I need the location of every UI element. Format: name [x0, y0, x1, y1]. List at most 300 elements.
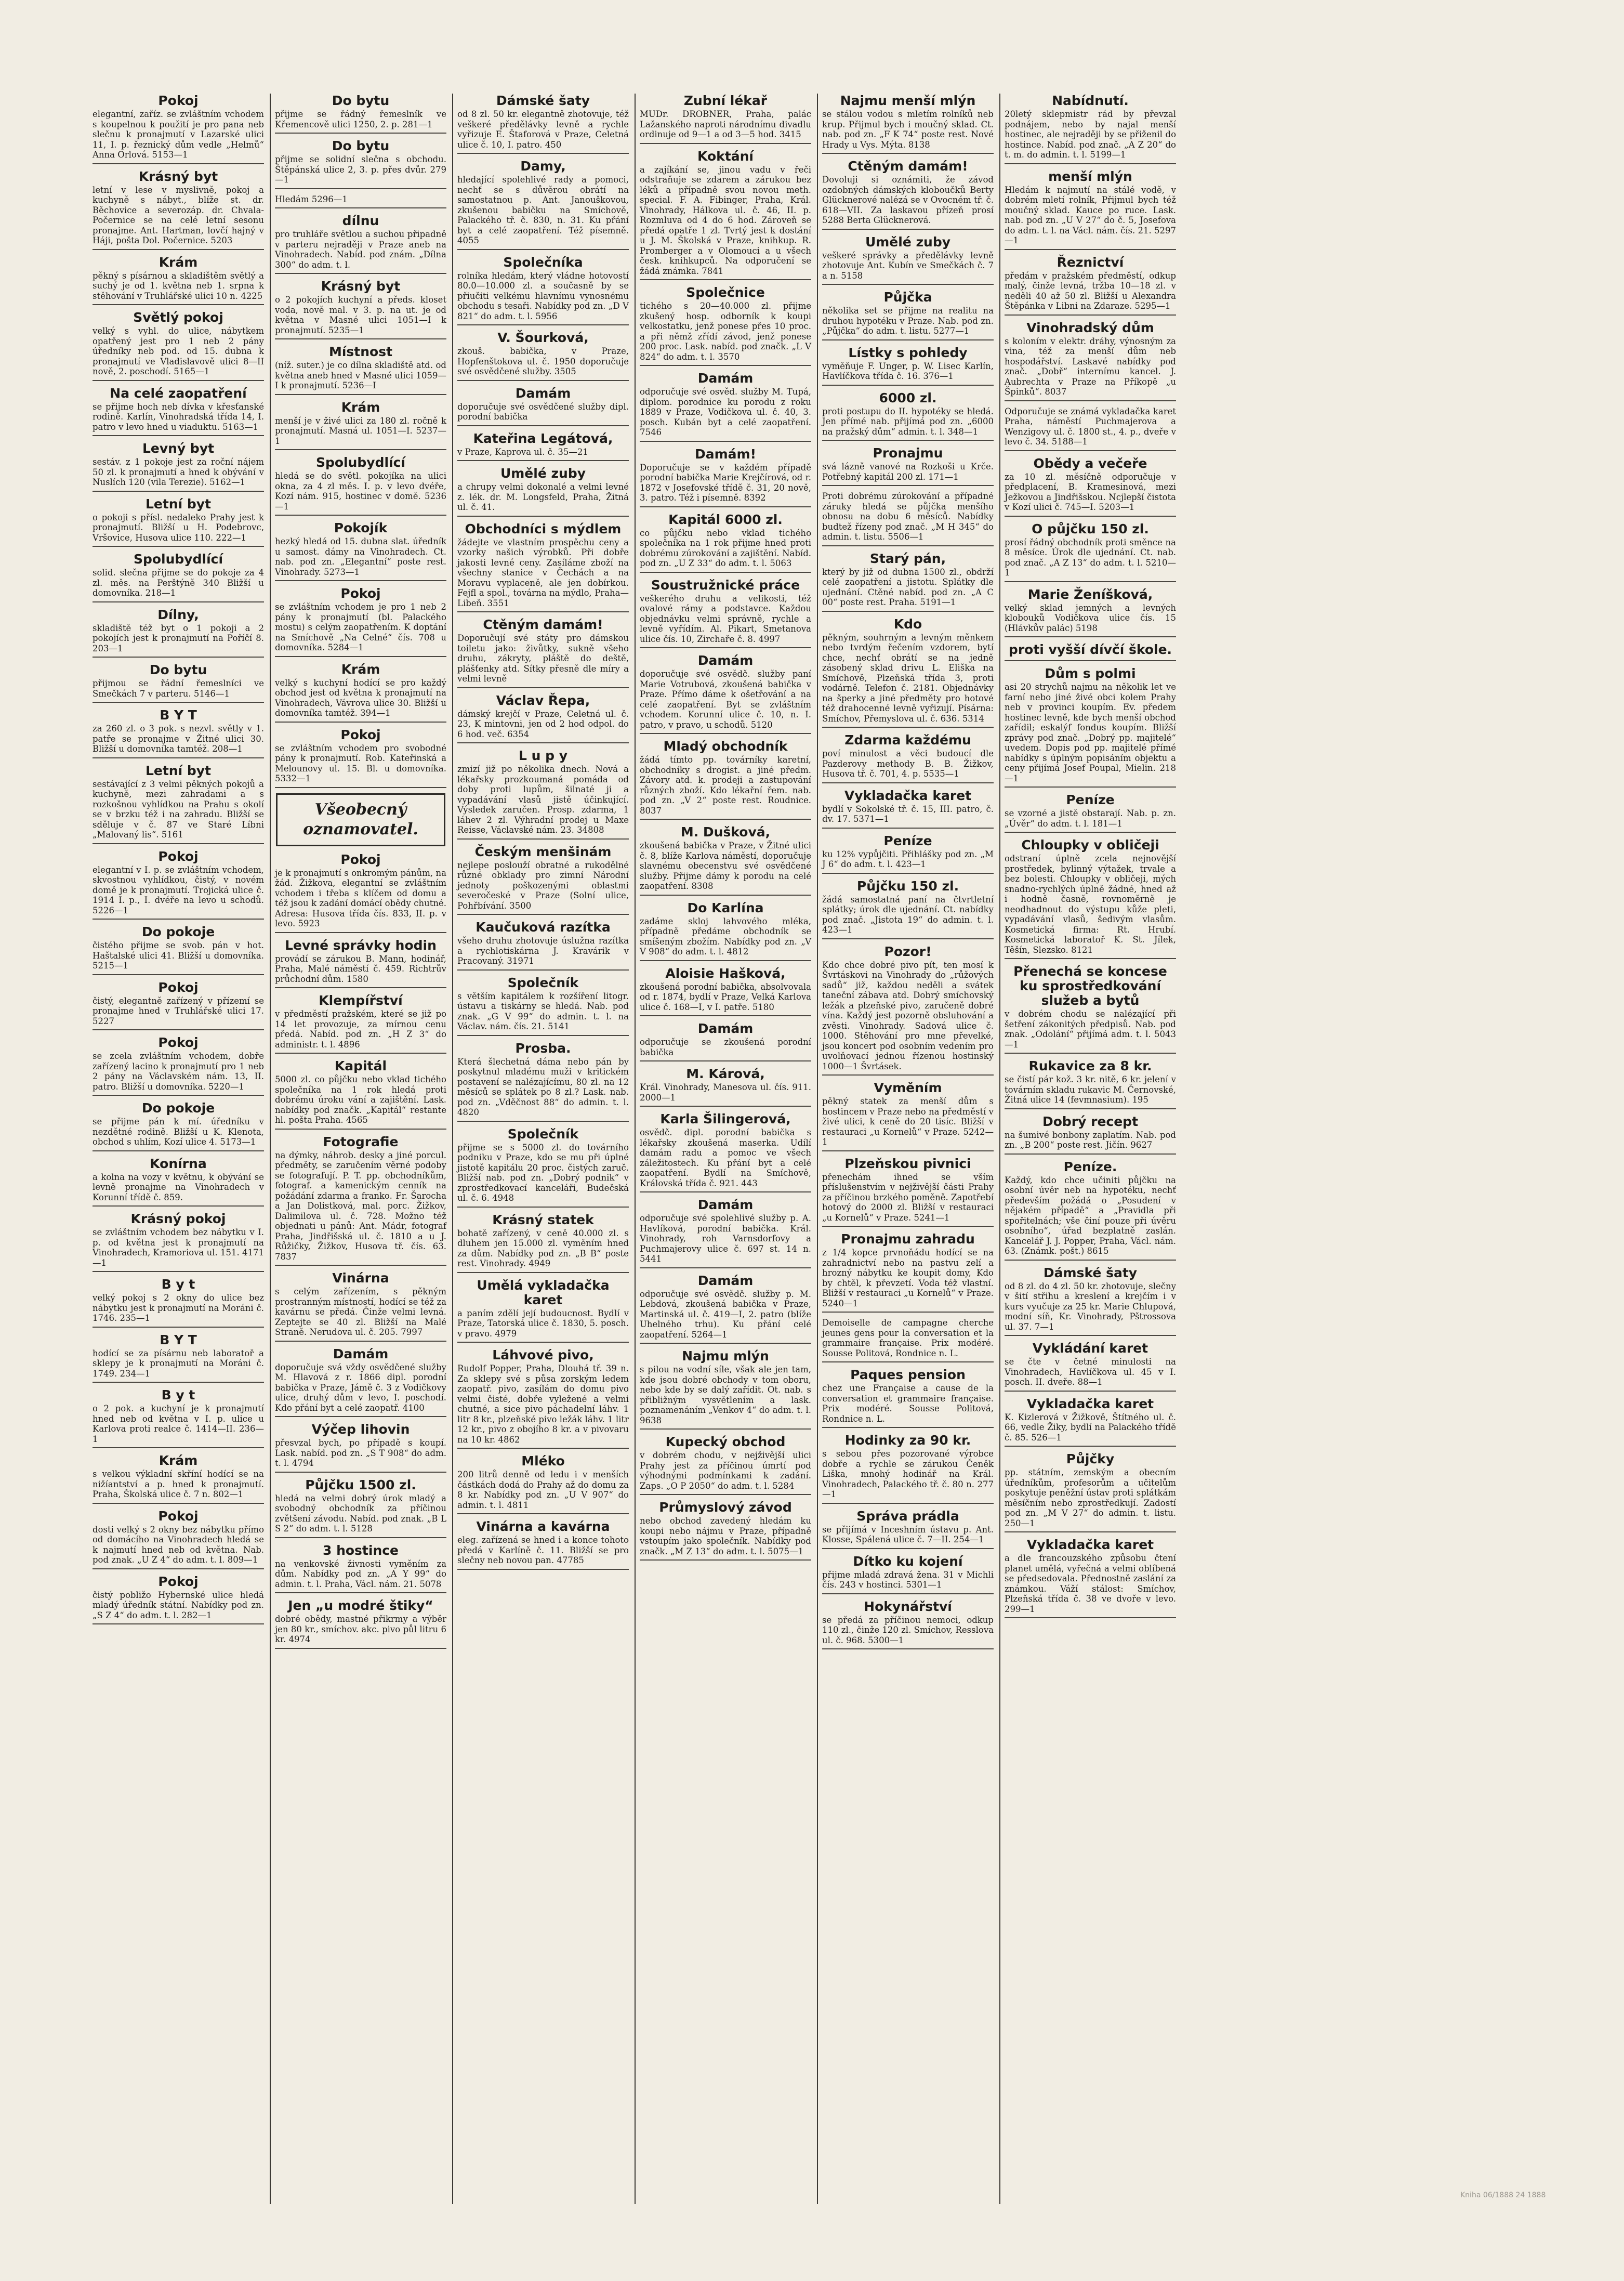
- ad-separator: [1005, 660, 1176, 661]
- ad-text: ku 12% vypůjčiti. Přihlášky pod zn. „M J 6“ do adm. t. l. 423—1: [822, 849, 994, 869]
- classified-ad: [822, 834, 994, 874]
- ad-text: odporučuje své osvědč. služby p. M. Lebdová, zkoušená babička v Praze, Martinská ul. č. 419—I, 2. patro (blíže Uhelného trhu). Ku přání celé zaopatření. 5264—1: [640, 1289, 811, 1340]
- ad-heading: Vykládání karet: [1032, 1341, 1148, 1356]
- ad-separator: [822, 545, 994, 546]
- ad-separator: [1005, 636, 1176, 637]
- classified-ad: [93, 608, 264, 658]
- ad-text: přijme mladá zdravá žena. 31 v Michli čís. 243 v hostinci. 5301—1: [822, 1569, 994, 1590]
- ad-separator: [1005, 786, 1176, 788]
- ad-separator: [640, 960, 811, 961]
- classified-ad: [822, 1600, 994, 1650]
- ad-separator: [822, 485, 994, 486]
- ad-text: prosí řádný obchodník proti směnce na 8 měsíce. Úrok dle ujednání. Ct. nab. pod znač. „A Z 13“ do adm. t. l. 5210—1: [1005, 537, 1176, 578]
- classified-ad: [275, 279, 446, 339]
- classified-ad: [822, 1157, 994, 1227]
- classified-ad: [93, 255, 264, 306]
- classified-ad: [275, 139, 446, 189]
- ad-text: K. Kizlerová v Žižkově, Štítného ul. č. 66, vedle Žiky, bydlí na Palackého třídě č. 85. 526—1: [1005, 1412, 1176, 1443]
- classified-ad: [275, 993, 446, 1054]
- ad-text: hezký hledá od 15. dubna slat. úředník u samost. dámy na Vinohradech. Ct. nab. pod zn. „Elegantní“ poste rest. Vinohrady. 5273—1: [275, 536, 446, 577]
- classified-ad: [1005, 1059, 1176, 1109]
- classified-ad: [822, 1232, 994, 1313]
- classified-ad: [275, 728, 446, 788]
- ad-text: MUDr. DROBNER, Praha, palác Lažanského naproti národnímu divadlu ordinuje od 9—1 a od 3—5 hod. 3415: [640, 109, 811, 139]
- ad-text: hodící se za písárnu neb laboratoř a sklepy je k pronajmutí na Moráni č. 1749. 234—1: [93, 1348, 264, 1379]
- ad-text: přenechám ihned se vším příslušenstvím v nejživější části Prahy za příčinou brzkého poměně. Zapotřebí hotový do 2000 zl. Bližší v restauraci „u Kornelů“ v Praze. 5241—1: [822, 1172, 994, 1223]
- ad-text: se zvláštním vchodem pro svobodné pány k pronajmutí. Rob. Kateřinská a Melounovy ul. 15. Bl. u domovníka. 5332—1: [275, 743, 446, 783]
- ad-separator: [822, 339, 994, 340]
- ad-heading: Krásný statek: [492, 1212, 594, 1227]
- ad-heading: Najmu mlýn: [682, 1348, 769, 1364]
- ad-text: v dobrém chodu se nalézající při šetření zákonitých předpisů. Nab. pod znak. „Odolání“ přijímá adm. t. l. 5043—1: [1005, 1009, 1176, 1050]
- ad-separator: [640, 647, 811, 648]
- ad-heading: Místnost: [328, 344, 393, 359]
- ad-separator: [822, 873, 994, 874]
- ad-heading: Krám: [341, 399, 380, 415]
- ad-text: všeho druhu zhotovuje úslužna razítka a rychlotiskárna J. Kravárik v Pracovaný. 31971: [457, 936, 629, 966]
- classified-ad: [275, 521, 446, 581]
- classified-ad: [640, 825, 811, 896]
- classified-ad: [1005, 643, 1176, 661]
- ad-separator: [93, 757, 264, 758]
- ad-text: se zvláštním vchodem je pro 1 neb 2 pány k pronajmutí (bl. Palackého mostu) s celým zaopatřením. K doptání na Smíchově „Na Celné“ čís. 708 u domovníka. 5284—1: [275, 602, 446, 652]
- ad-heading: Krám: [159, 254, 198, 270]
- ad-separator: [275, 515, 446, 516]
- classified-ad: [457, 920, 629, 971]
- classified-ad: [1005, 169, 1176, 250]
- classified-ad: [822, 1433, 994, 1504]
- ad-text: zkoušená babička v Praze, v Žitné ulici č. 8, blíže Karlova náměstí, doporučuje slavnému obecenstvu své osvědčené služby. Přijme dámy k porodu na celé zaopatření. 8308: [640, 841, 811, 891]
- ad-separator: [275, 1472, 446, 1473]
- ad-text: letní v lese v myslivně, pokoj a kuchyně s nábyt., blíže st. dr. Běchovice a severozáp. dr. Chvala-Počernice se na celé letní sesonu pronajme. Ant. Hartman, lovčí hajný v Háji, pošta Dol. Počernice. 5203: [93, 185, 264, 245]
- classified-ad: [275, 586, 446, 657]
- ad-heading: Ctěným damám!: [848, 159, 968, 174]
- ad-heading: Půjčku 150 zl.: [856, 878, 959, 894]
- ad-separator: [822, 385, 994, 386]
- ad-text: se přijímá v Inceshním ústavu p. Ant. Klosse, Spálená ulice č. 7—II. 254—1: [822, 1524, 994, 1544]
- ad-heading: Vinárna a kavárna: [476, 1519, 610, 1534]
- ad-heading: M. Kárová,: [686, 1066, 765, 1081]
- ad-text: Král. Vinohrady, Manesova ul. čís. 911. 2000—1: [640, 1082, 811, 1103]
- ad-text: svá lázně vanové na Rozkoši u Krče. Potřebný kapitál 200 zl. 171—1: [822, 462, 994, 482]
- ad-separator: [640, 1191, 811, 1192]
- ad-heading: Vinohradský dům: [1026, 320, 1154, 335]
- classified-ad: [640, 1021, 811, 1061]
- ad-heading: Konírna: [150, 1156, 207, 1171]
- ad-heading: Pronajmu: [873, 445, 943, 461]
- classified-ad: [1005, 321, 1176, 401]
- ad-column-3: [453, 94, 633, 2204]
- ad-separator: [822, 1226, 994, 1227]
- ad-separator: [457, 611, 629, 612]
- ad-separator: [1005, 1108, 1176, 1109]
- ad-heading: Krám: [341, 661, 380, 677]
- classified-ad: [1005, 666, 1176, 788]
- ad-separator: [822, 1361, 994, 1362]
- classified-ad: [822, 491, 994, 546]
- ad-text: přijme se solidní slečna s obchodu. Štěpánská ulice 2, 3. p. přes dvůr. 279—1: [275, 154, 446, 185]
- ad-heading: Koktání: [697, 148, 754, 164]
- ad-text: Doporučuje se v každém případě porodní babička Marie Krejčírová, od r. 1872 v Josefovské třídě č. 31, 20 nově, 3. patro. Též i písemně. 8392: [640, 462, 811, 503]
- ad-text: na dýmky, náhrob. desky a jiné porcul. předměty, se zaručením věrné podoby se fotografují. P. T. pp. obchodníkům, fotograf. a kamenickým cenník na požádání zdarma a franko. Fr. Šarocha a Jan Dolistková, mal. porc. Žižkov, Dalimilova ul. č. 728. Možno též objednati u pánů: Ant. Mádr, fotograf Praha, Jindřišská ul. č. 1810 a u J. Růžičky, Žižkov, Husova tř. čís. 63. 7837: [275, 1150, 446, 1262]
- ad-text: žádejte ve vlastním prospěchu ceny a vzorky našich výrobků. Při dobře jakosti levné ceny. Zasíláme zboží na všechny stanice v Čechách a na Moravu vyplaceně, ale jen dobírkou. Fejfl a spol., továrna na mýdlo, Praha—Libeň. 3551: [457, 537, 629, 608]
- ad-text: v dobrém chodu, v nejživější ulici Prahy jest za příčinou úmrtí pod výhodnými podmínkami k zadání. Zaps. „O P 2050“ do adm. t. l. 5284: [640, 1450, 811, 1491]
- ad-separator: [822, 1427, 994, 1428]
- ad-separator: [457, 460, 629, 461]
- ad-text: a paním zdělí její budoucnost. Bydlí v Praze, Tatorská ulice č. 1830, 5. posch. v pravo. 4979: [457, 1308, 629, 1339]
- classified-ad: [822, 346, 994, 386]
- classified-ad: [275, 1059, 446, 1130]
- ad-separator: [457, 1513, 629, 1514]
- ad-text: s koloním v elektr. dráhy, výnosným za vina, též za menší dům neb hospodářství. Laskavé nabídky pod znač. „Dobř“ internímu kancel. J. Aubrechta v Praze na Příkopě „u Špinků“. 8037: [1005, 336, 1176, 397]
- ad-heading: Dámské šaty: [1043, 1265, 1138, 1280]
- ad-separator: [822, 1548, 994, 1549]
- classified-ad: [457, 522, 629, 613]
- ad-heading: Marie Ženíšková,: [1027, 586, 1153, 602]
- ad-separator: [275, 656, 446, 657]
- ad-text: sestáv. z 1 pokoje jest za roční nájem 50 zl. k pronajmutí a hned k obývání v Nuslích 120 (vila Terezie). 5162—1: [93, 457, 264, 487]
- ad-heading: Českým menšinám: [474, 844, 612, 859]
- ad-text: se zcela zvláštním vchodem, dobře zařízený lacino k pronajmutí pro 1 neb 2 pány na Václavském nám. 13, II. patro. Bližší u domovníka. 5220—1: [93, 1051, 264, 1092]
- ad-separator: [457, 324, 629, 325]
- classified-ad: [822, 552, 994, 612]
- ad-heading: Kaučuková razítka: [476, 920, 611, 935]
- classified-ad: [1005, 1341, 1176, 1392]
- ad-separator: [93, 1503, 264, 1504]
- ad-text: co půjčku nebo vklad tichého společníka na 1 rok přijme hned proti dobrému zúrokování a zajištění. Nabíd. pod zn. „U Z 33“ do adm. t. l. 5063: [640, 528, 811, 568]
- ad-text: pěkný s písárnou a skladištěm světlý a suchý je od 1. května neb 1. srpna k stěhování v Truhlářské ulici 10 n. 4225: [93, 270, 264, 301]
- ad-text: Proti dobrému zúrokování a případné záruky hledá se půjčka menšího obnosu na dobu 6 měsíců. Nabídky budtež řízeny pod znač. „M H 345“ do admin. t. listu. 5506—1: [822, 491, 994, 542]
- ad-heading: Vykladačka karet: [1026, 1396, 1154, 1411]
- ad-heading: Damám: [697, 1273, 754, 1288]
- ad-separator: [640, 895, 811, 896]
- ad-column-6: [1000, 94, 1180, 2204]
- ad-heading: Václav Řepa,: [496, 692, 590, 708]
- ad-separator: [822, 611, 994, 612]
- classified-ad: [640, 578, 811, 649]
- ad-heading: Damám: [333, 1346, 389, 1361]
- classified-ad: [457, 466, 629, 517]
- classified-ad: [93, 1388, 264, 1448]
- classified-ad: [640, 1500, 811, 1561]
- ad-heading: Umělé zuby: [500, 466, 586, 481]
- classified-ad: [1005, 1538, 1176, 1618]
- ad-separator: [93, 1029, 264, 1030]
- ad-separator: [275, 1053, 446, 1054]
- classified-ad: [457, 1213, 629, 1273]
- ad-heading: Hokynářství: [864, 1598, 952, 1614]
- ad-text: od 8 zl. do 4 zl. 50 kr. zhotovuje, slečny v šití střihu a kreslení a krejčím i v kurs vyučuje za 25 kr. Marie Chlupová, modní síň, Kr. Vinohrady, Pštrossova ul. 37. 7—1: [1005, 1281, 1176, 1332]
- ad-separator: [275, 1592, 446, 1593]
- classified-ad: [457, 1127, 629, 1208]
- ad-separator: [1005, 1053, 1176, 1054]
- ad-separator: [822, 1074, 994, 1076]
- classified-ad: [457, 1278, 629, 1343]
- ad-text: přijmou se řádní řemeslníci ve Smečkách 7 v parteru. 5146—1: [93, 678, 264, 699]
- ad-text: a zajíkání se, jinou vadu v řeči odstraňuje se zdarem a zárukou bez léků a případně svou novou meth. special. F. A. Fibinger, Praha, Král. Vinohrady, Hálkova ul. č. 46, II. p. Rozmluva od 4 do 6 hod. Zároveň se předá opatře 1 zl. Tvrtý jest k dostání u J. M. Školská v Praze, knihkup. R. Promberger a v Olomouci a u všech česk. knihkupců. Na odporučení se žádá známka. 7841: [640, 164, 811, 276]
- classified-ad: [275, 345, 446, 395]
- classified-ad: [640, 149, 811, 281]
- ad-separator: [1005, 450, 1176, 451]
- ad-heading: dílnu: [342, 213, 379, 228]
- ad-text: přijme se řádný řemeslník ve Křemencově ulici 1250, 2. p. 281—1: [275, 109, 446, 129]
- classified-ad: [640, 94, 811, 144]
- ad-separator: [93, 702, 264, 703]
- ad-text: za 10 zl. měsíčně odporučuje v předplacení, B. Kramesinová, mezi Ježkovou a Jindřišskou. Ncjlepší čistota v Kozí ulici č. 745—I. 5203—1: [1005, 471, 1176, 512]
- ad-separator: [93, 1150, 264, 1151]
- ad-separator: [640, 279, 811, 280]
- ad-text: doporučuje své osvědčené služby dipl. porodní babička: [457, 401, 629, 422]
- ad-heading: Krásný pokoj: [130, 1211, 226, 1226]
- ad-heading: Hodinky za 90 kr.: [844, 1433, 971, 1448]
- ad-separator: [640, 1015, 811, 1016]
- ad-heading: Přenechá se koncese ku sprostředkování služeb a bytů: [1013, 964, 1167, 1008]
- ad-text: provádí se zárukou B. Mann, hodinář, Praha, Malé náměstí č. 459. Richtrův průchodní dům. 1580: [275, 953, 446, 984]
- classified-ad: [275, 662, 446, 723]
- ad-text: chez une Française a cause de la conversation et grammaire française. Prix modéré. Sousse Politová, Rondnice n. L.: [822, 1383, 994, 1424]
- ad-separator: [93, 1382, 264, 1383]
- classified-ad: [93, 849, 264, 920]
- ad-heading: Pokoj: [340, 586, 381, 601]
- ad-separator: [1005, 1446, 1176, 1447]
- ad-text: žádá samostatná paní na čtvrtletní splátky; úrok dle ujednání. Ct. nabídky pod znač. „Jistota 19“ do admin. t. l. 423—1: [822, 894, 994, 935]
- ad-separator: [822, 938, 994, 939]
- ad-separator: [640, 1343, 811, 1344]
- ad-separator: [457, 1035, 629, 1036]
- classified-ad: [1005, 94, 1176, 164]
- ad-heading: Zubní lékař: [683, 94, 768, 108]
- classified-ad: [93, 663, 264, 703]
- ad-separator: [1005, 958, 1176, 959]
- ad-heading: Vinárna: [332, 1270, 389, 1286]
- ad-separator: [640, 1559, 811, 1561]
- classified-ad: [275, 455, 446, 516]
- classified-ad: [93, 441, 264, 492]
- classified-ad: [275, 214, 446, 274]
- ad-text: odporučuje své osvěd. služby M. Tupá, diplom. porodnice ku porodu z roku 1889 v Praze, Vodičkova ul. č. 40, 3. posch. Kubán byt a celé zaopatření. 7546: [640, 387, 811, 437]
- ad-heading: Krám: [159, 1453, 198, 1468]
- section-heading-box: [276, 793, 445, 846]
- classified-ad: [93, 169, 264, 250]
- ad-separator: [822, 727, 994, 728]
- classified-ad: [93, 1277, 264, 1328]
- ad-heading: Zdarma každému: [844, 732, 971, 748]
- ad-heading: proti vyšší dívčí škole.: [1008, 642, 1172, 657]
- ad-text: 200 litrů denně od ledu i v menších částkách dodá do Prahy až do domu za 8 kr. Nabídky pod zn. „U V 907“ do admin. t. l. 4811: [457, 1470, 629, 1510]
- classified-ad: [640, 1112, 811, 1192]
- ad-heading: Půjčku 1500 zl.: [305, 1477, 416, 1492]
- classified-ad: [93, 94, 264, 164]
- ad-text: proti postupu do II. hypotéky se hledá. Jen přímé nab. přijímá pod zn. „6000 na pražský dům“ admin. t. l. 348—1: [822, 406, 994, 437]
- ad-heading: Dítko ku kojení: [853, 1553, 963, 1569]
- ad-separator: [93, 1447, 264, 1448]
- ad-text: se čte v četné minulosti na Vinohradech, Havlíčkova ul. 45 v I. posch. II. dveře. 88—1: [1005, 1357, 1176, 1387]
- ad-heading: L u p y: [518, 748, 568, 763]
- ad-separator: [822, 828, 994, 829]
- classified-ad: [1005, 255, 1176, 316]
- classified-ad: [275, 400, 446, 451]
- classified-ad: [1005, 456, 1176, 517]
- classified-ad: [822, 94, 994, 154]
- ad-separator: [640, 441, 811, 442]
- ad-heading: Peníze: [883, 833, 932, 848]
- ad-separator: [640, 1267, 811, 1268]
- ad-text: menší je v živé ulici za 180 zl. ročně k pronajmutí. Masná ul. 1051—I. 5237—1: [275, 415, 446, 446]
- ad-text: Kdo chce dobré pivo pít, ten mosí k Švrtáskovi na Vinohrady do „růžových sadů“ již, každou neděli a svátek taneční zábava atd. Dobrý smíchovský ležák a plzeňské pivo, zaručeně dobré vína. Každý jest pozorně obsluhování a zvěsti. Vinohrady. Sadová ulice č. 1000. Stěhování pro mne převelké, jsou koncert pod osobním vedením pro uvolňovací jednou řízenou hostinský 1000—1 Švrtásek.: [822, 960, 994, 1071]
- ad-text: a kolna na vozy v květnu, k obývání se levně pronajme na Vinohradech v Korunní třídě č. 859.: [93, 1172, 264, 1202]
- classified-ad: [275, 938, 446, 989]
- ad-separator: [275, 987, 446, 988]
- classified-ad: [457, 1519, 629, 1570]
- ad-text: velký pokoj s 2 okny do ulice bez nábytku jest k pronajmutí na Moráni č. 1746. 235—1: [93, 1293, 264, 1323]
- classified-ad: [457, 618, 629, 688]
- ad-separator: [822, 782, 994, 783]
- ad-heading: Lístky s pohledy: [848, 345, 968, 360]
- classified-ad: [275, 1598, 446, 1649]
- ad-separator: [1005, 1260, 1176, 1261]
- ad-separator: [275, 722, 446, 723]
- ad-heading: Do bytu: [332, 94, 390, 108]
- ad-heading: Půjčka: [883, 290, 932, 305]
- classified-ad: [640, 1435, 811, 1495]
- ad-heading: Pokoj: [340, 727, 381, 742]
- classified-ad: [93, 1035, 264, 1096]
- classified-ad: [1005, 1452, 1176, 1532]
- footer-mark: Kniha 06/1888 24 1888: [1460, 2191, 1546, 2199]
- ad-column-5: [818, 94, 998, 2204]
- ad-heading: Nabídnutí.: [1052, 94, 1129, 108]
- ad-text: velký s vyhl. do ulice, nábytkem opatřený jest pro 1 neb 2 pány úředníky neb pod. od 15. dubna k pronajmutí ve Vladislavově ulici 8—II nově, 2. poschodí. 5165—1: [93, 326, 264, 376]
- ad-heading: Damám: [697, 653, 754, 668]
- classified-ad: [275, 1422, 446, 1473]
- ad-heading: Fotografie: [323, 1134, 399, 1149]
- ad-heading: Pozor!: [884, 943, 932, 959]
- ad-text: dosti velký s 2 okny bez nábytku přímo od domácího na Vinohradech hledá se k najmutí hned neb od května. Nab. pod znak. „U Z 4“ do adm. t. l. 809—1: [93, 1524, 264, 1565]
- classified-ad: [640, 739, 811, 820]
- ad-separator: [457, 1342, 629, 1343]
- ad-heading: Paques pension: [850, 1367, 966, 1382]
- ad-heading: Krásný byt: [138, 168, 218, 184]
- ad-text: se přijme pán k mí. úředníku v nezdětné rodině. Bližší u K. Klenota, obchod s uhlím, Kozí ulice 4. 5173—1: [93, 1117, 264, 1147]
- classified-ad: [457, 1348, 629, 1449]
- ad-heading: Kupecký obchod: [665, 1434, 786, 1449]
- ad-heading: Mléko: [521, 1453, 565, 1469]
- ad-separator: [457, 742, 629, 743]
- ad-heading: Vykladačka karet: [844, 788, 972, 803]
- ad-separator: [93, 380, 264, 381]
- ad-heading: Do Karlína: [687, 900, 764, 915]
- ad-heading: Pokoj: [158, 94, 199, 108]
- classified-ad: [640, 513, 811, 573]
- classified-ad: [93, 1453, 264, 1504]
- classified-ad: [822, 789, 994, 829]
- ad-text: Hledám k najmutí na stálé vodě, v dobrém mletí rolník, Přijmul bych též moučný sklad. Kauce po ruce. Lask. nab. pod zn. „U V 27“ do č. 5, Josefova do adm. t. l. na Václ. nám. čís. 21. 5297—1: [1005, 185, 1176, 245]
- ad-separator: [822, 440, 994, 441]
- ad-text: se stálou vodou s mletím rolníků neb krup. Přijmul bych i moučný sklad. Ct. nab. pod zn. „F K 74“ poste rest. Nové Hrady u Vys. Mýta. 8138: [822, 109, 994, 150]
- ad-separator: [1005, 1391, 1176, 1392]
- ad-separator: [93, 974, 264, 975]
- ad-separator: [1005, 1153, 1176, 1155]
- ad-separator: [640, 1494, 811, 1495]
- ad-text: velký s kuchyní hodící se pro každý obchod jest od května k pronajmutí na Vinohradech, Vávrova ulice 30. Bližší u domovníka tamtéž. 394—1: [275, 677, 446, 718]
- classified-ad: [457, 1041, 629, 1122]
- ad-heading: Levné správky hodin: [285, 937, 437, 953]
- ad-separator: [640, 733, 811, 734]
- ad-heading: Levný byt: [142, 441, 215, 456]
- ad-heading: Damám: [697, 1021, 754, 1036]
- ad-separator: [640, 506, 811, 507]
- ad-heading: Společník: [507, 1126, 579, 1142]
- ad-separator: [275, 338, 446, 339]
- ad-separator: [93, 1327, 264, 1328]
- classified-ad: [275, 194, 446, 209]
- ad-text: eleg. zařízená se hned i a konce tohoto předá v Karlíně č. 11. Bližší se pro slečny neb novou pan. 47785: [457, 1535, 629, 1565]
- ad-text: sestávající z 3 velmi pěkných pokojů a kuchyně, mezi zahradami a s rozkošnou vyhlídkou na Prahu s okolí se v brzku též i na zahradu. Bližší se sděluje v č. 87 ve Staré Líbni „Malovaný lis“. 5161: [93, 779, 264, 840]
- ad-separator: [1005, 1335, 1176, 1336]
- ad-separator: [640, 365, 811, 366]
- classified-ad: [1005, 1115, 1176, 1155]
- ad-separator: [93, 1095, 264, 1096]
- classified-ad: [640, 371, 811, 442]
- classified-ad: [93, 497, 264, 547]
- ad-separator: [457, 516, 629, 517]
- classified-ad: [640, 1349, 811, 1430]
- ad-text: se vzorné a jistě obstarají. Nab. p. zn. „Úvěr“ do adm. t. l. 181—1: [1005, 808, 1176, 829]
- classified-ad: [275, 1347, 446, 1418]
- ad-heading: Kapitál 6000 zl.: [668, 512, 783, 527]
- ad-heading: Dámské šaty: [496, 94, 590, 108]
- ad-heading: Vykladačka karet: [1026, 1537, 1154, 1552]
- ad-separator: [457, 969, 629, 971]
- ad-heading: Klempířství: [319, 993, 403, 1008]
- ad-heading: Vyměním: [874, 1080, 942, 1095]
- classified-ad: [1005, 793, 1176, 833]
- classified-ad: [93, 552, 264, 602]
- ad-separator: [457, 425, 629, 426]
- ad-separator: [1005, 163, 1176, 164]
- ad-text: elegantní, zaříz. se zvláštním vchodem s koupelnou k použití je pro pana neb slečnu k pronajmutí v Lazarské ulici 11, I. p. řeznický dům vedle „Helmů“ Anna Orlová. 5153—1: [93, 109, 264, 160]
- ad-heading: Společnice: [686, 285, 765, 300]
- ad-separator: [640, 143, 811, 144]
- ad-heading: Společníka: [503, 254, 583, 270]
- classified-ad: [822, 1081, 994, 1151]
- ad-text: Odporučuje se známá vykladačka karet Praha, náměstí Puchmajerova a Wenzigovy ul. č. 1800 st., 4. p., dveře v levo č. 34. 5188—1: [1005, 406, 1176, 447]
- classified-ad: [640, 1198, 811, 1268]
- classified-ad: [275, 1271, 446, 1342]
- ad-text: bydlí v Sokolské tř. č. 15, III. patro, č. dv. 17. 5371—1: [822, 804, 994, 824]
- ad-text: přijme se s 5000 zl. do továrního podniku v Praze, kdo se mu při úplné jistotě kapitálu 20 proc. čistých zaruč. Bližší nab. pod zn. „Dobrý podnik“ v zprostředkovací kanceláři, Budečská ul. č. 6. 4948: [457, 1142, 629, 1203]
- ad-text: tichého s 20—40.000 zl. přijme zkušený hosp. odborník k koupi velkostatku, jenž ponese přes 10 proc. a při němž zřídí závod, jenž ponese 200 proc. Lask. nabíd. pod značk. „L V 824“ do adm. t. l. 3570: [640, 301, 811, 362]
- classified-ad: [275, 1543, 446, 1594]
- classified-ad: [822, 945, 994, 1076]
- ad-heading: Umělé zuby: [865, 234, 951, 250]
- ad-heading: Krásný byt: [321, 279, 401, 294]
- classified-ad: [1005, 1266, 1176, 1336]
- ad-text: Demoiselle de campagne cherche jeunes gens pour la conversation et la grammaire française. Prix modéré. Sousse Politová, Rondnice n. L.: [822, 1318, 994, 1358]
- ad-text: se zvláštním vchodem bez nábytku v I. p. od května jest k pronajmutí na Vinohradech, Kramoriova ul. 151. 4171—1: [93, 1227, 264, 1268]
- ad-separator: [93, 249, 264, 250]
- ad-heading: B y t: [161, 1387, 195, 1402]
- ad-separator: [1005, 581, 1176, 582]
- classified-ad: [1005, 838, 1176, 959]
- classified-ad: [93, 1157, 264, 1207]
- ad-separator: [93, 1205, 264, 1207]
- classified-ad: [640, 1067, 811, 1107]
- ad-text: je k pronajmutí s onkromým pánům, na žád. Žižkova, elegantní se zvláštním vchodem i třeba s klíčem od domu a též jsou k zadání domácí obědy chutné. Adresa: Husova třída čís. 833, II. p. v levo. 5923: [275, 868, 446, 928]
- ad-heading: B Y T: [160, 707, 197, 723]
- ad-text: hledá se do světl. pokojíka na ulici okna, za 4 zl měs. I. p. v levo dvéře, Kozí nám. 915, hostinec v domě. 5236—1: [275, 471, 446, 512]
- ad-separator: [1005, 314, 1176, 316]
